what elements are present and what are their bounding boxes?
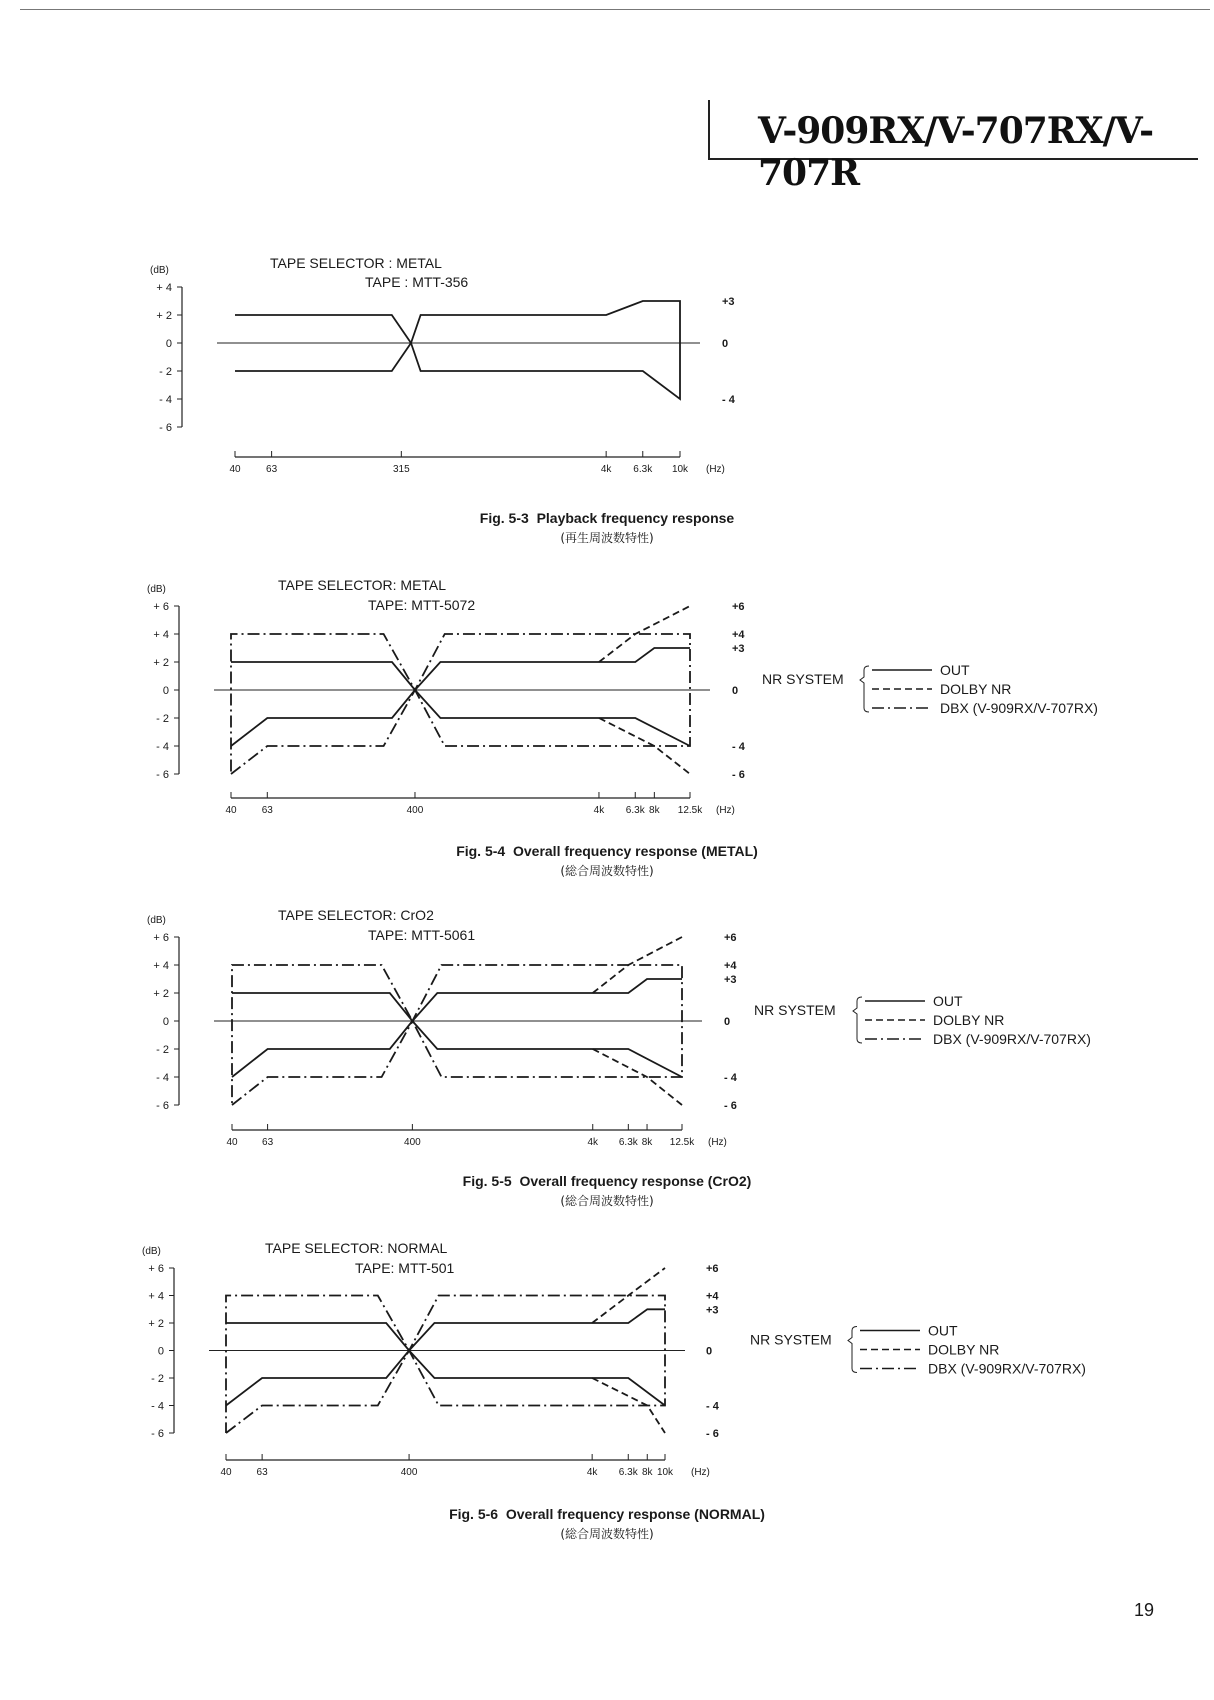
- page-number: 19: [1134, 1600, 1155, 1620]
- right-level-label: +3: [732, 643, 745, 655]
- y-tick-label: - 6: [156, 1100, 169, 1112]
- legend-brace: [853, 997, 862, 1043]
- x-axis-unit: (Hz): [716, 805, 735, 816]
- right-level-label: - 6: [706, 1428, 719, 1440]
- legend-brace: [860, 666, 869, 712]
- nr-system-legend: [750, 1323, 1086, 1377]
- y-tick-label: - 4: [159, 394, 172, 406]
- y-tick-label: - 2: [156, 713, 169, 725]
- y-tick-label: 0: [165, 338, 172, 350]
- x-tick-label: 12.5k: [669, 1137, 695, 1148]
- legend-dolby-nr-label: DOLBY NR: [940, 681, 1012, 697]
- y-tick-label: - 4: [151, 1400, 164, 1413]
- fig-title: Overall frequency response (NORMAL): [505, 1506, 765, 1522]
- x-tick-label: 10k: [656, 1467, 674, 1478]
- x-tick-label: 8k: [649, 805, 660, 816]
- y-axis-unit: (dB): [147, 584, 166, 595]
- right-level-label: - 4: [706, 1400, 719, 1413]
- y-tick-label: + 2: [156, 310, 172, 322]
- x-tick-label: 4k: [600, 464, 612, 475]
- nr-system-legend: [754, 993, 1091, 1047]
- fig-title: Playback frequency response: [536, 510, 735, 526]
- y-axis-unit: (dB): [147, 915, 166, 926]
- right-level-label: 0: [724, 1016, 731, 1028]
- x-tick-label: 4k: [593, 805, 605, 816]
- y-tick-label: + 4: [153, 629, 169, 641]
- x-tick-label: 63: [261, 805, 273, 816]
- y-axis-unit: (dB): [142, 1246, 161, 1257]
- right-level-label: +4: [724, 960, 737, 972]
- legend-dbx-label: DBX (V-909RX/V-707RX): [940, 700, 1098, 716]
- response-curve-solid: [411, 301, 680, 399]
- right-level-label: +4: [732, 629, 745, 641]
- right-level-label: - 4: [724, 1072, 737, 1084]
- model-title: V-909RX/V-707RX/V-707R: [758, 110, 1154, 194]
- caption-fig-5-5: [0, 1173, 1214, 1209]
- y-tick-label: + 6: [153, 932, 169, 944]
- y-tick-label: - 4: [156, 741, 169, 753]
- right-level-label: - 6: [732, 769, 745, 781]
- caption-title: [0, 843, 1214, 859]
- y-tick-label: + 4: [153, 960, 169, 972]
- nr-system-title: NR SYSTEM: [750, 1331, 832, 1348]
- y-tick-label: + 2: [153, 657, 169, 669]
- tape-selector-label: TAPE SELECTOR: NORMAL: [265, 1240, 448, 1256]
- response-curve-dashdot: [231, 634, 690, 774]
- tape-selector-label: TAPE SELECTOR : METAL: [270, 255, 442, 271]
- right-level-label: +3: [724, 974, 737, 986]
- fig-number: Fig. 5-4: [456, 843, 506, 859]
- tape-selector-label: TAPE SELECTOR: METAL: [278, 577, 447, 593]
- right-level-label: - 6: [724, 1100, 737, 1112]
- fig-title: Overall frequency response (CrO2): [519, 1173, 752, 1189]
- right-level-label: +3: [722, 296, 735, 308]
- tape-label: TAPE: MTT-501: [355, 1260, 455, 1276]
- caption-fig-5-6: [0, 1506, 1214, 1542]
- y-tick-label: - 2: [156, 1044, 169, 1056]
- x-tick-label: 6.3k: [633, 464, 653, 475]
- y-tick-label: 0: [162, 685, 169, 697]
- tape-label: TAPE : MTT-356: [365, 274, 469, 290]
- tape-label: TAPE: MTT-5072: [368, 597, 476, 613]
- y-tick-label: + 6: [153, 601, 169, 613]
- legend-dolby-nr-label: DOLBY NR: [933, 1012, 1005, 1028]
- x-axis-unit: (Hz): [706, 464, 725, 475]
- response-curve-dashdot: [232, 965, 682, 1105]
- x-tick-label: 4k: [586, 1467, 598, 1478]
- y-tick-label: 0: [162, 1016, 169, 1028]
- right-level-label: +6: [706, 1263, 719, 1275]
- x-tick-label: 4k: [587, 1137, 599, 1148]
- right-level-label: +3: [706, 1304, 719, 1317]
- y-tick-label: - 6: [156, 769, 169, 781]
- right-level-label: +6: [724, 932, 737, 944]
- y-axis-unit: (dB): [150, 265, 169, 276]
- x-tick-label: 63: [262, 1137, 274, 1148]
- y-tick-label: + 6: [148, 1263, 164, 1275]
- caption-jp: (総合周波数特性): [560, 864, 654, 878]
- x-tick-label: 12.5k: [677, 805, 703, 816]
- x-tick-label: 40: [225, 805, 237, 816]
- y-tick-label: + 4: [148, 1290, 164, 1303]
- x-tick-label: 8k: [641, 1137, 653, 1148]
- response-curve-solid: [226, 1323, 665, 1406]
- caption-jp: (再生周波数特性): [560, 531, 654, 545]
- x-axis-unit: (Hz): [691, 1467, 710, 1478]
- tape-label: TAPE: MTT-5061: [368, 927, 476, 943]
- x-tick-label: 63: [266, 464, 278, 475]
- nr-system-title: NR SYSTEM: [754, 1002, 836, 1018]
- y-tick-label: - 2: [151, 1373, 164, 1385]
- nr-system-title: NR SYSTEM: [762, 671, 844, 687]
- x-tick-label: 40: [229, 464, 241, 475]
- y-tick-label: - 2: [159, 366, 172, 378]
- x-tick-label: 315: [392, 464, 410, 475]
- x-tick-label: 10k: [671, 464, 689, 475]
- legend-out-label: OUT: [940, 662, 970, 678]
- response-curve-dashdot: [226, 1296, 665, 1434]
- right-level-label: +4: [706, 1290, 719, 1303]
- nr-system-legend: [762, 662, 1098, 716]
- x-tick-label: 6.3k: [618, 1137, 638, 1148]
- fig-number: Fig. 5-5: [462, 1173, 512, 1189]
- page-top-rule: [20, 9, 1210, 10]
- legend-out-label: OUT: [933, 993, 963, 1009]
- fig-number: Fig. 5-3: [479, 510, 529, 526]
- x-tick-label: 400: [406, 805, 424, 816]
- y-tick-label: - 6: [151, 1428, 164, 1440]
- right-level-label: 0: [732, 685, 739, 697]
- header-vertical-rule: [708, 100, 710, 158]
- right-level-label: - 4: [722, 394, 735, 406]
- caption-title: [0, 1173, 1214, 1189]
- caption-jp: (総合周波数特性): [560, 1527, 654, 1541]
- caption-fig-5-3: [0, 510, 1214, 546]
- right-level-label: 0: [722, 338, 729, 350]
- y-tick-label: 0: [157, 1345, 164, 1358]
- y-tick-label: - 4: [156, 1072, 169, 1084]
- legend-dbx-label: DBX (V-909RX/V-707RX): [933, 1031, 1091, 1047]
- y-tick-label: - 6: [159, 422, 172, 434]
- tape-selector-label: TAPE SELECTOR: CrO2: [278, 907, 434, 923]
- x-tick-label: 400: [400, 1467, 418, 1478]
- legend-dbx-label: DBX (V-909RX/V-707RX): [928, 1360, 1086, 1377]
- legend-dolby-nr-label: DOLBY NR: [928, 1341, 1000, 1358]
- response-curve-solid: [232, 993, 682, 1077]
- caption-fig-5-4: [0, 843, 1214, 879]
- y-tick-label: + 2: [153, 988, 169, 1000]
- caption-title: [0, 1506, 1214, 1522]
- x-tick-label: 400: [404, 1137, 421, 1148]
- y-tick-label: + 2: [148, 1318, 164, 1330]
- x-tick-label: 6.3k: [618, 1467, 638, 1478]
- x-axis-unit: (Hz): [708, 1137, 727, 1148]
- x-tick-label: 40: [220, 1467, 232, 1478]
- right-level-label: +6: [732, 601, 745, 613]
- x-tick-label: 40: [226, 1137, 238, 1148]
- fig-title: Overall frequency response (METAL): [512, 843, 758, 859]
- x-tick-label: 6.3k: [625, 805, 645, 816]
- legend-out-label: OUT: [928, 1322, 958, 1339]
- fig-number: Fig. 5-6: [449, 1506, 499, 1522]
- right-level-label: 0: [706, 1345, 713, 1358]
- caption-title: [0, 510, 1214, 526]
- legend-brace: [848, 1327, 857, 1373]
- y-tick-label: + 4: [156, 282, 172, 294]
- right-level-label: - 4: [732, 741, 745, 753]
- caption-jp: (総合周波数特性): [560, 1194, 654, 1208]
- x-tick-label: 63: [256, 1467, 268, 1478]
- x-tick-label: 8k: [641, 1467, 653, 1478]
- response-curve-solid: [231, 662, 690, 746]
